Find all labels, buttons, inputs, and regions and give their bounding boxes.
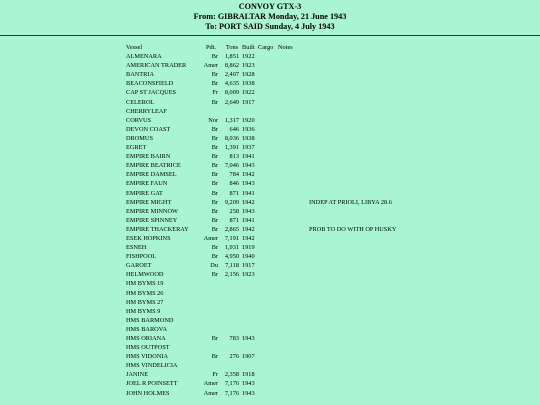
- vessel-cargo: [258, 389, 278, 398]
- vessel-built: 1943: [242, 162, 255, 170]
- vessel-notes: [278, 116, 396, 125]
- table-row: [126, 243, 396, 252]
- vessel-flag: [200, 279, 222, 288]
- vessel-cargo: [258, 370, 278, 379]
- vessel-built: 1923: [242, 62, 255, 70]
- vessel-name: HMS OUTPOST: [126, 344, 170, 352]
- vessel-tons: 646: [229, 125, 239, 133]
- vessel-flag: Br: [211, 271, 218, 279]
- vessel-notes: [278, 52, 396, 61]
- vessel-built: 1943: [242, 335, 255, 342]
- vessel-cargo: [258, 216, 278, 225]
- vessel-notes: [278, 389, 396, 398]
- table-row: [126, 379, 396, 388]
- vessel-flag: Br: [211, 98, 218, 106]
- table-row: [126, 189, 396, 198]
- vessel-tons: 8,036: [224, 134, 239, 142]
- vessel-cargo: [258, 207, 278, 216]
- vessel-cargo: [258, 361, 278, 370]
- vessel-name: CAP ST JACQUES: [126, 89, 177, 97]
- vessel-flag: [200, 307, 222, 316]
- vessel-built: 1937: [242, 144, 255, 152]
- table-row: [126, 261, 396, 270]
- vessel-built: 1943: [242, 380, 255, 388]
- vessel-notes: [278, 289, 396, 298]
- vessel-flag: Br: [211, 71, 218, 79]
- vessel-notes: [278, 70, 396, 79]
- vessel-notes: [278, 270, 396, 279]
- table-row: [126, 161, 396, 170]
- table-row: [126, 170, 396, 179]
- vessel-built: [242, 361, 258, 370]
- vessel-tons: 276: [229, 353, 239, 361]
- vessel-name: JANINE: [126, 371, 149, 379]
- table-row: [126, 316, 396, 325]
- vessel-built: 1917: [242, 262, 255, 270]
- vessel-tons: 2,865: [224, 225, 239, 233]
- vessel-name: HMS VINDELICIA: [126, 362, 178, 370]
- vessel-name: EMPIRE BEATRICE: [126, 162, 181, 170]
- vessel-name: BANTRIA: [126, 71, 154, 79]
- vessel-notes: [278, 79, 396, 88]
- vessel-flag: Br: [211, 216, 218, 224]
- vessel-tons: 4,635: [224, 80, 239, 88]
- vessel-tons: 1,317: [224, 116, 239, 124]
- vessel-tons: 2,358: [224, 371, 239, 379]
- vessel-tons: 783: [229, 335, 239, 342]
- table-row: [126, 107, 396, 116]
- vessel-cargo: [258, 307, 278, 316]
- table-row: [126, 225, 396, 234]
- vessel-flag: Amer: [203, 62, 218, 70]
- vessel-built: 1943: [242, 180, 255, 188]
- vessel-notes: [278, 143, 396, 152]
- vessel-flag: Br: [211, 134, 218, 142]
- vessel-name: HM BYMS 9: [126, 307, 161, 315]
- vessel-cargo: [258, 179, 278, 188]
- vessel-notes: [278, 125, 396, 134]
- vessel-tons: 4,950: [224, 253, 239, 261]
- vessel-flag: Br: [211, 171, 218, 179]
- table-row: [126, 61, 396, 70]
- vessel-tons: 2,156: [224, 271, 239, 279]
- vessel-flag: Br: [211, 189, 218, 197]
- vessel-flag: Br: [211, 198, 218, 206]
- vessel-name: HM BYMS 19: [126, 280, 164, 288]
- table-row: [126, 270, 396, 279]
- vessel-name: JOEL R POINSETT: [126, 380, 178, 388]
- vessel-tons: 1,391: [224, 144, 239, 152]
- vessel-flag: Br: [211, 207, 218, 215]
- vessel-notes: [278, 98, 396, 107]
- vessel-name: HELMWOOD: [126, 271, 164, 279]
- vessel-notes: [278, 334, 396, 343]
- vessel-tons: [222, 289, 242, 298]
- vessel-notes: [278, 379, 396, 388]
- vessel-built: 1919: [242, 244, 255, 252]
- vessel-tons: 2,407: [224, 71, 239, 79]
- vessel-flag: [200, 289, 222, 298]
- vessel-name: EMPIRE DAMSEL: [126, 171, 177, 179]
- vessel-flag: Br: [211, 244, 218, 252]
- vessel-name: EMPIRE MIGHT: [126, 198, 172, 206]
- vessel-tons: 1,851: [224, 53, 239, 61]
- vessel-name: GAROET: [126, 262, 152, 270]
- vessel-cargo: [258, 143, 278, 152]
- vessel-built: 1942: [242, 171, 255, 179]
- vessel-cargo: [258, 52, 278, 61]
- vessel-notes: [278, 107, 396, 116]
- vessel-cargo: [258, 79, 278, 88]
- vessel-built: 1941: [242, 189, 255, 197]
- vessel-cargo: [258, 88, 278, 97]
- vessel-flag: Br: [211, 180, 218, 188]
- vessel-cargo: [258, 279, 278, 288]
- table-row: [126, 70, 396, 79]
- vessel-tons: 871: [229, 216, 239, 224]
- vessel-built: 1922: [242, 53, 255, 61]
- vessel-cargo: [258, 252, 278, 261]
- vessel-name: FISHPOOL: [126, 253, 157, 261]
- vessel-tons: 258: [229, 207, 239, 215]
- vessel-cargo: [258, 289, 278, 298]
- table-row: [126, 307, 396, 316]
- vessel-name: ESEK HOPKINS: [126, 234, 171, 242]
- vessel-name: BEACONSFIELD: [126, 80, 174, 88]
- vessel-flag: [200, 343, 222, 352]
- vessel-name: DEVON COAST: [126, 125, 171, 133]
- vessel-name: HMS ORIANA: [126, 335, 166, 342]
- vessel-notes: [278, 343, 396, 352]
- vessel-flag: Du: [210, 262, 218, 270]
- vessel-name: EGRET: [126, 144, 147, 152]
- vessel-name: EMPIRE BAIRN: [126, 153, 171, 161]
- column-header-tons: Tons: [225, 44, 239, 51]
- vessel-notes: [278, 370, 396, 379]
- table-row: [126, 289, 396, 298]
- vessel-name: CHERRYLEAF: [126, 107, 167, 115]
- vessel-name: CORVUS: [126, 116, 152, 124]
- table-row: [126, 370, 396, 379]
- vessel-name: EMPIRE GAT: [126, 189, 163, 197]
- vessel-tons: 9,209: [224, 198, 239, 206]
- vessel-flag: Br: [211, 80, 218, 88]
- table-row: [126, 252, 396, 261]
- vessel-notes: [278, 207, 396, 216]
- column-header-flag: Pdt.: [206, 44, 216, 51]
- vessel-built: 1941: [242, 153, 255, 161]
- vessel-built: 1928: [242, 71, 255, 79]
- vessel-cargo: [258, 134, 278, 143]
- vessel-built: 1938: [242, 80, 255, 88]
- vessel-flag: Br: [211, 153, 218, 161]
- vessel-notes: [278, 298, 396, 307]
- table-row: [126, 216, 396, 225]
- vessel-cargo: [258, 261, 278, 270]
- table-row: [126, 79, 396, 88]
- vessel-built: [242, 343, 258, 352]
- column-header-notes: Notes: [278, 44, 293, 51]
- table-row: [126, 88, 396, 97]
- vessel-tons: 7,176: [224, 380, 239, 388]
- vessel-cargo: [258, 70, 278, 79]
- table-row: [126, 207, 396, 216]
- table-row: [126, 143, 396, 152]
- vessel-flag: [200, 316, 222, 325]
- vessel-built: [242, 107, 258, 116]
- vessel-cargo: [258, 325, 278, 334]
- vessel-notes: [278, 61, 396, 70]
- vessel-notes: [278, 161, 396, 170]
- vessel-name: HMS VIDONIA: [126, 353, 169, 361]
- vessel-flag: [200, 361, 222, 370]
- vessel-name: AMERICAN TRADER: [126, 62, 187, 70]
- vessel-tons: [222, 107, 242, 116]
- vessel-flag: Amer: [203, 380, 218, 388]
- vessel-flag: Br: [211, 253, 218, 261]
- vessel-built: [242, 316, 258, 325]
- vessel-built: 1907: [242, 353, 255, 361]
- vessel-notes: INDEP AT PRIOLI, LIBYA 28.6: [309, 198, 392, 206]
- vessel-built: [242, 325, 258, 334]
- vessel-built: 1917: [242, 98, 255, 106]
- table-row: [126, 234, 396, 243]
- vessel-flag: Nor: [208, 116, 218, 124]
- table-row: [126, 334, 396, 343]
- vessel-tons: 7,191: [224, 234, 239, 242]
- vessel-built: [242, 298, 258, 307]
- vessel-flag: Amer: [203, 234, 218, 242]
- vessel-cargo: [258, 379, 278, 388]
- vessel-name: EMPIRE THACKERAY: [126, 225, 189, 233]
- vessel-tons: 8,009: [224, 89, 239, 97]
- table-row: [126, 98, 396, 107]
- vessel-notes: [278, 279, 396, 288]
- column-header-cargo: Cargo: [258, 44, 274, 51]
- vessel-cargo: [258, 61, 278, 70]
- vessel-cargo: [258, 107, 278, 116]
- vessel-tons: 846: [229, 180, 239, 188]
- vessel-notes: [278, 234, 396, 243]
- vessel-notes: [278, 316, 396, 325]
- vessel-cargo: [258, 189, 278, 198]
- vessel-cargo: [258, 161, 278, 170]
- vessel-notes: [278, 361, 396, 370]
- vessel-built: 1942: [242, 198, 255, 206]
- column-header-vessel: Vessel: [126, 44, 143, 51]
- vessel-tons: 1,931: [224, 244, 239, 252]
- table-row: [126, 361, 396, 370]
- table-row: [126, 298, 396, 307]
- vessel-name: ALMENARA: [126, 53, 162, 61]
- vessel-name: EMPIRE MINNOW: [126, 207, 178, 215]
- vessel-flag: Br: [211, 144, 218, 152]
- table-header-row: [126, 43, 396, 52]
- convoy-to-line: To: PORT SAID Sunday, 4 July 1943: [205, 22, 335, 31]
- convoy-from-line: From: GIBRALTAR Monday, 21 June 1943: [193, 12, 347, 21]
- vessel-notes: [278, 189, 396, 198]
- vessel-built: 1938: [242, 134, 255, 142]
- vessel-cargo: [258, 234, 278, 243]
- vessel-name: DROMUS: [126, 134, 153, 142]
- vessel-name: HM BYMS 26: [126, 289, 164, 297]
- table-row: [126, 116, 396, 125]
- vessel-built: [242, 279, 258, 288]
- table-row: [126, 343, 396, 352]
- vessel-tons: 7,046: [224, 162, 239, 170]
- table-row: [126, 52, 396, 61]
- ships-table: [126, 43, 396, 398]
- vessel-flag: Fr: [212, 371, 218, 379]
- vessel-notes: [278, 170, 396, 179]
- vessel-built: 1942: [242, 234, 255, 242]
- vessel-flag: Br: [211, 225, 218, 233]
- vessel-flag: [200, 107, 222, 116]
- vessel-built: 1941: [242, 216, 255, 224]
- table-row: [126, 389, 396, 398]
- vessel-tons: 784: [229, 171, 239, 179]
- vessel-flag: Br: [211, 335, 218, 342]
- vessel-notes: [278, 252, 396, 261]
- vessel-built: 1918: [242, 371, 255, 379]
- table-row: [126, 134, 396, 143]
- vessel-name: HM BYMS 27: [126, 298, 164, 306]
- vessel-tons: 813: [229, 153, 239, 161]
- vessel-notes: [278, 88, 396, 97]
- vessel-notes: [278, 261, 396, 270]
- vessel-built: 1940: [242, 253, 255, 261]
- vessel-cargo: [258, 270, 278, 279]
- vessel-built: 1923: [242, 271, 255, 279]
- table-row: [126, 152, 396, 161]
- column-header-built: Built: [242, 44, 255, 51]
- vessel-notes: [278, 179, 396, 188]
- vessel-flag: Br: [211, 353, 218, 361]
- vessel-name: HMS BAROVA: [126, 325, 168, 333]
- table-row: [126, 179, 396, 188]
- vessel-notes: [278, 152, 396, 161]
- vessel-built: 1920: [242, 116, 255, 124]
- vessel-built: [242, 307, 258, 316]
- vessel-notes: [278, 243, 396, 252]
- vessel-cargo: [258, 125, 278, 134]
- vessel-tons: [222, 298, 242, 307]
- vessel-tons: [222, 307, 242, 316]
- table-row: [126, 279, 396, 288]
- vessel-name: CELEROL: [126, 98, 155, 106]
- vessel-tons: 7,176: [224, 389, 239, 397]
- vessel-tons: [222, 343, 242, 352]
- vessel-built: [242, 289, 258, 298]
- vessel-tons: 7,118: [225, 262, 239, 270]
- vessel-built: 1943: [242, 207, 255, 215]
- vessel-name: EMPIRE FAUN: [126, 180, 168, 188]
- vessel-cargo: [258, 352, 278, 361]
- vessel-built: 1922: [242, 89, 255, 97]
- vessel-cargo: [258, 170, 278, 179]
- vessel-tons: 2,649: [224, 98, 239, 106]
- table-row: [126, 125, 396, 134]
- vessel-cargo: [258, 98, 278, 107]
- vessel-tons: 871: [229, 189, 239, 197]
- vessel-cargo: [258, 116, 278, 125]
- vessel-flag: Amer: [203, 389, 218, 397]
- vessel-name: JOHN HOLMES: [126, 389, 170, 397]
- vessel-notes: [278, 216, 396, 225]
- vessel-flag: Br: [211, 162, 218, 170]
- vessel-cargo: [258, 316, 278, 325]
- vessel-cargo: [258, 198, 278, 207]
- vessel-tons: [222, 316, 242, 325]
- convoy-title: CONVOY GTX-3: [238, 2, 302, 11]
- vessel-cargo: [258, 334, 278, 343]
- vessel-notes: [278, 325, 396, 334]
- table-row: [126, 325, 396, 334]
- table-row: [126, 198, 396, 207]
- vessel-name: HMS BARMOND: [126, 316, 174, 324]
- vessel-tons: [222, 325, 242, 334]
- vessel-flag: Fr: [212, 89, 218, 97]
- vessel-cargo: [258, 298, 278, 307]
- vessel-built: 1942: [242, 225, 255, 233]
- vessel-flag: [200, 298, 222, 307]
- vessel-notes: [278, 307, 396, 316]
- vessel-notes: [278, 352, 396, 361]
- table-row: [126, 352, 396, 361]
- vessel-cargo: [258, 225, 278, 234]
- vessel-flag: [200, 325, 222, 334]
- vessel-cargo: [258, 152, 278, 161]
- vessel-cargo: [258, 343, 278, 352]
- vessel-cargo: [258, 243, 278, 252]
- vessel-flag: Br: [211, 53, 218, 61]
- vessel-notes: [278, 134, 396, 143]
- vessel-name: EMPIRE SPINNEY: [126, 216, 178, 224]
- vessel-tons: [222, 361, 242, 370]
- vessel-built: 1936: [242, 125, 255, 133]
- ships-table-body: [126, 52, 396, 398]
- header-divider: [0, 35, 540, 36]
- vessel-flag: Br: [211, 125, 218, 133]
- vessel-notes: PROB TO DO WITH OP HUSKY: [309, 225, 397, 233]
- convoy-header: [0, 2, 540, 32]
- vessel-built: 1943: [242, 389, 255, 397]
- vessel-name: ESNEH: [126, 244, 147, 252]
- vessel-tons: [222, 279, 242, 288]
- vessel-tons: 8,862: [224, 62, 239, 70]
